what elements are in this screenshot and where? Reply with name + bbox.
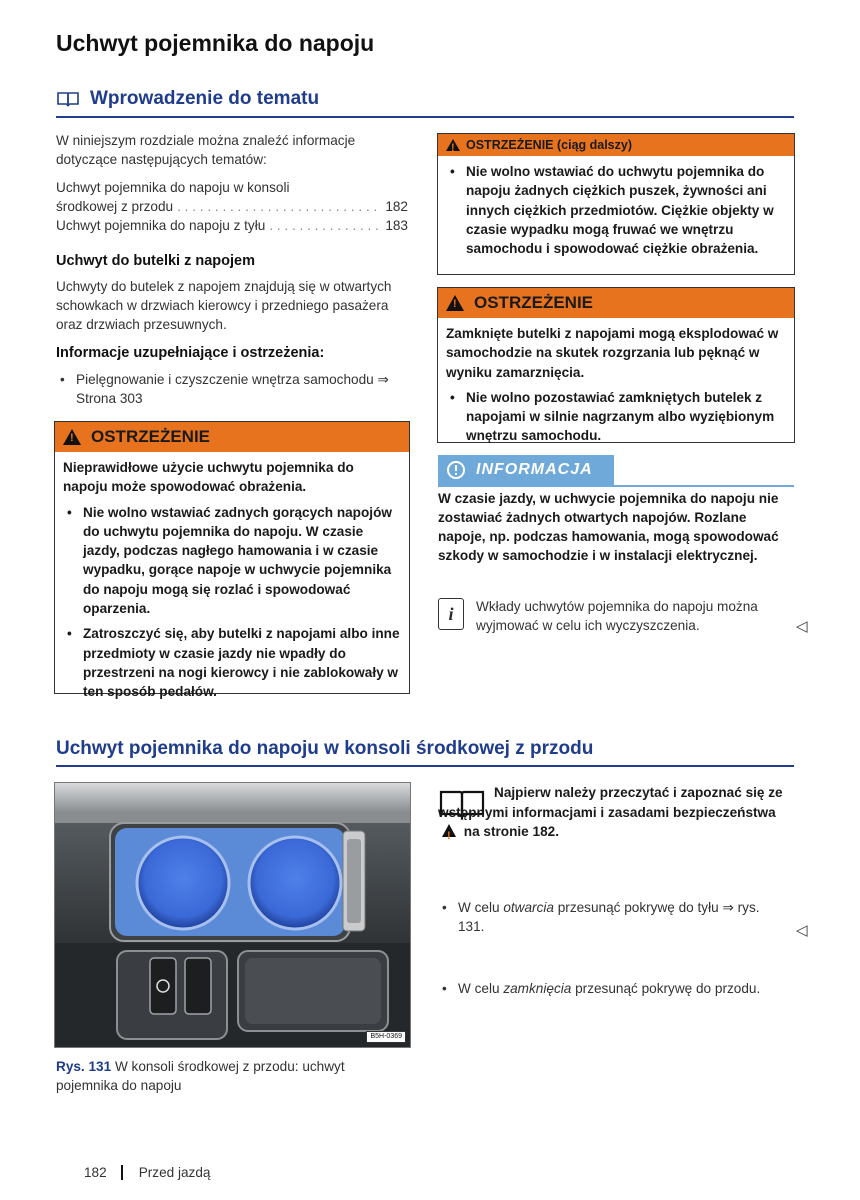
footer-divider: [121, 1165, 123, 1180]
figure-code: B5H-0369: [366, 1031, 406, 1043]
toc-item-1-line1[interactable]: Uchwyt pojemnika do napoju w konsoli: [56, 180, 290, 195]
warning-box-1: [54, 421, 410, 700]
footer-page-number: 182: [84, 1165, 107, 1180]
toc-item-2-label: Uchwyt pojemnika do napoju z tyłu: [56, 218, 266, 233]
warning-body: [438, 156, 794, 268]
section-title: Uchwyt pojemnika do napoju w konsoli środkowej z przodu: [56, 738, 594, 759]
read-first-page-link[interactable]: na stronie 182.: [463, 824, 559, 839]
caption-text: W konsoli środkowej z przodu: uchwyt pojemnika do napoju: [56, 1059, 345, 1093]
supp-item[interactable]: • Pielęgnowanie i czyszczenie wnętrza samochodu ⇒ Strona 303: [56, 370, 408, 408]
intro-rule: [56, 116, 794, 118]
caption-label: Rys. 131: [56, 1059, 112, 1074]
toc-item-1-page: 182: [385, 199, 408, 214]
toc-item-2[interactable]: [56, 216, 408, 235]
figure-cup-holder: [54, 782, 411, 1048]
intro-heading: [56, 88, 319, 110]
toc-item-1-label: środkowej z przodu: [56, 199, 174, 214]
toc-item-2-page: 183: [385, 218, 408, 233]
warning-triangle-icon: [446, 295, 464, 311]
warning-title: OSTRZEŻENIE: [91, 427, 211, 446]
warning-body: [438, 318, 794, 450]
figure-caption: [56, 1057, 406, 1095]
warning-intro: Nieprawidłowe użycie uchwytu pojemnika do napoju może spowodować obrażenia.: [63, 460, 354, 495]
step-text: przesunąć pokrywę do tyłu ⇒ rys. 131.: [458, 900, 760, 934]
warning-triangle-icon: [446, 139, 460, 151]
warning-item-2: • Zatroszczyć się, aby butelki z napojami albo inne przedmioty w czasie jazdy nie wpadły do przestrzeni na nogi kierowcy i nie zablokowały w ten sposób pedałów.: [63, 624, 401, 701]
warning-header: [438, 134, 794, 156]
warning-header: [55, 422, 409, 452]
warning-intro: Zamknięte butelki z napojami mogą eksplodować w samochodzie na skutek rozgrzania lub pęknąć w wyniku zamarznięcia.: [446, 326, 779, 380]
footer-label: Przed jazdą: [138, 1165, 211, 1180]
info-text: W czasie jazdy, w uchwycie pojemnika do napoju nie zostawiać żadnych otwartych napojów. Rozlane napoje, np. podczas hamowania, mogą spowodować szkody w samochodzie i w instalacji elektrycznej.: [438, 491, 779, 563]
warning-box-continued: [437, 133, 795, 275]
toc-dots: [177, 197, 381, 216]
bottle-heading: Uchwyt do butelki z napojem: [56, 253, 255, 269]
info-header: [438, 455, 614, 485]
bottle-text: Uchwyty do butelek z napojem znajdują się w otwartych schowkach w drzwiach kierowcy i przedniego pasażera oraz drzwiach przesuwnych.: [56, 279, 392, 332]
step-text: przesunąć pokrywę do przodu.: [571, 981, 761, 996]
read-first-text: [438, 783, 790, 842]
cup-holder-illustration: [55, 783, 410, 1047]
book-icon: [56, 90, 80, 108]
step-open: [438, 898, 788, 936]
warning-item-1: • Nie wolno wstawiać zadnych gorących napojów do uchwytu pojemnika do napoju. W czasie jazdy, podczas nagłego hamowania i w czasie wypadku, gorące napoje w uchwycie pojemnika do napoju mogą się rozlać i spowodować oparzenia.: [63, 503, 401, 619]
warning-header: [438, 288, 794, 318]
warning-triangle-icon: [63, 429, 81, 445]
toc: [56, 178, 408, 235]
intro-title: Wprowadzenie do tematu: [90, 88, 320, 109]
note-text: Wkłady uchwytów pojemnika do napoju można wyjmować w celu ich wyczyszczenia.: [476, 599, 758, 633]
step-emphasis: zamknięcia: [503, 981, 572, 996]
info-title: INFORMACJA: [476, 461, 593, 478]
page-footer: [84, 1165, 210, 1180]
toc-dots: [269, 216, 381, 235]
supp-heading: Informacje uzupełniające i ostrzeżenia:: [56, 345, 325, 361]
warning-title: OSTRZEŻENIE: [474, 293, 594, 312]
note-icon: i: [438, 598, 464, 630]
warning-title: OSTRZEŻENIE (ciąg dalszy): [466, 138, 633, 152]
section-rule: [56, 765, 794, 767]
warning-box-2: [437, 287, 795, 443]
end-mark: ◁: [796, 922, 808, 939]
step-close: [438, 979, 788, 998]
intro-lead: W niniejszym rozdziale można znaleźć informacje dotyczące następujących tematów:: [56, 133, 356, 167]
toc-item-1[interactable]: [56, 197, 408, 216]
read-first-main: Najpierw należy przeczytać i zapoznać się ze wstępnymi informacjami i zasadami bezpieczeństwa: [438, 785, 783, 820]
step-emphasis: otwarcia: [503, 900, 554, 915]
step-text: W celu: [458, 900, 504, 915]
step-text: W celu: [458, 981, 504, 996]
warning-item-1: • Nie wolno wstawiać do uchwytu pojemnika do napoju żadnych ciężkich puszek, żywności ani innych ciężkich przedmiotów. Ciężkie objekty w czasie wypadku mogą fruwać we wnętrzu samochodu i spowodować ciężkie obrażenia.: [446, 162, 786, 258]
page-title: Uchwyt pojemnika do napoju: [56, 30, 375, 56]
warning-body: [55, 452, 409, 712]
info-circle-icon: [446, 460, 466, 480]
info-rule: [438, 485, 794, 487]
warning-triangle-icon: [442, 824, 456, 837]
end-mark: ◁: [796, 618, 808, 635]
warning-item-1: • Nie wolno pozostawiać zamkniętych butelek z napojami w silnie nagrzanym albo wyziębionym wnętrzu samochodu.: [446, 388, 786, 446]
